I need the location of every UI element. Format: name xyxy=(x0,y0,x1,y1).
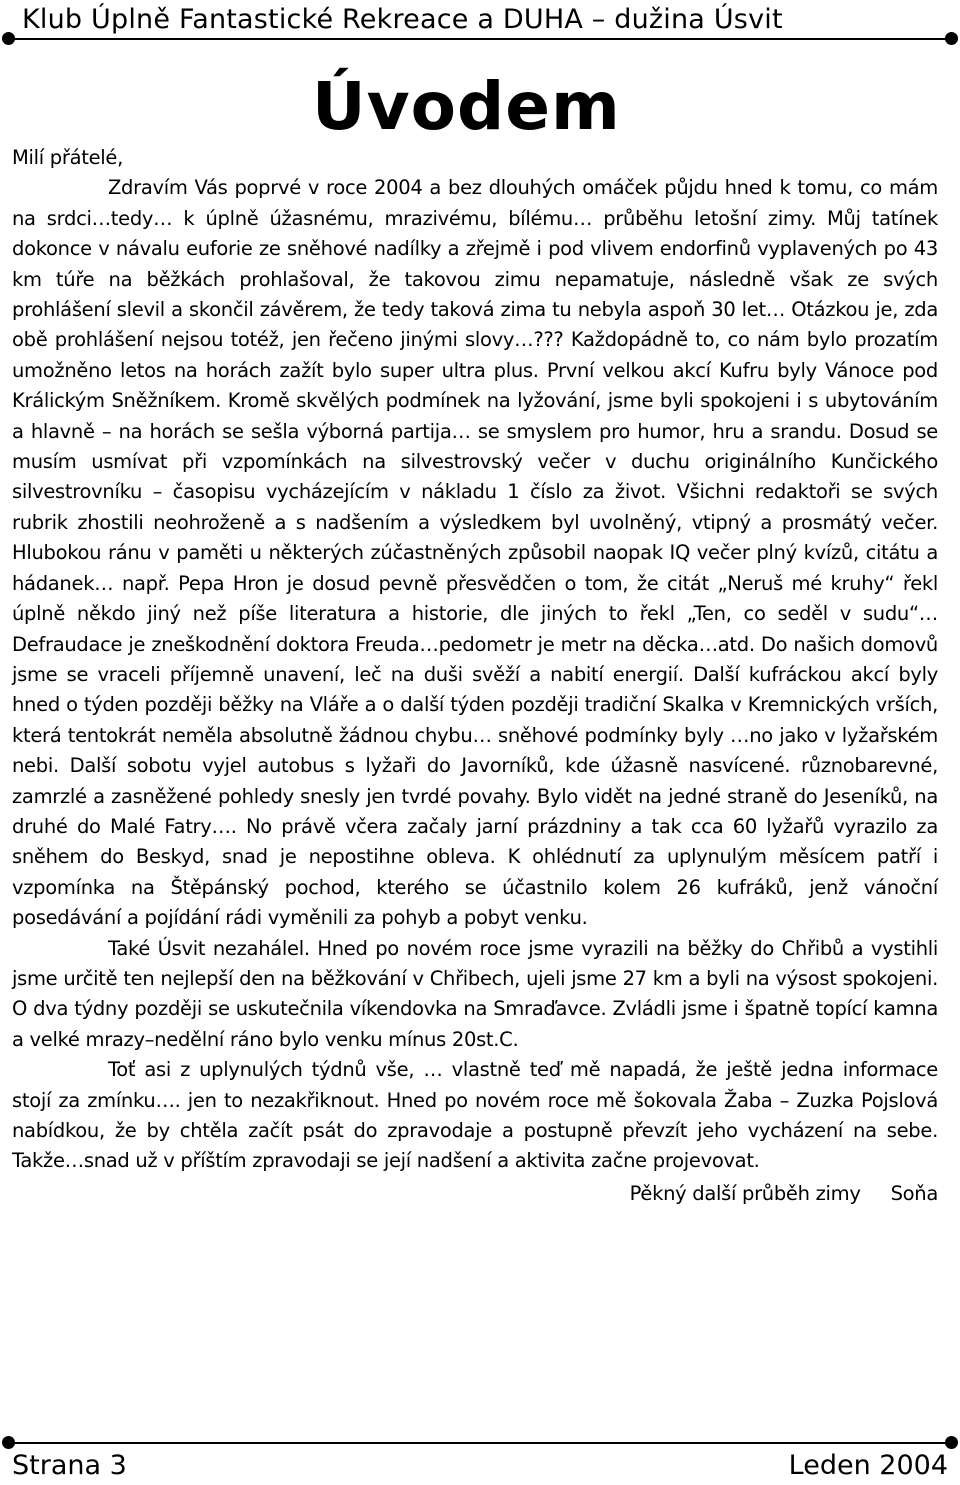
issue-date: Leden 2004 xyxy=(788,1450,948,1481)
header-rule-right-dot xyxy=(945,32,958,45)
author-signature: Soňa xyxy=(890,1181,938,1205)
header-rule xyxy=(8,38,952,40)
article-title: Úvodem xyxy=(312,68,621,145)
article-paragraph: Toť asi z uplynulých týdnů vše, … vlastně teď mě napadá, že ještě jedna informace stojí za zmínku…. jen to nezakřiknout. Hned po novém roce mě šokovala Žaba – Zuzka Pojslová nabídkou, že by chtěla začít psát do zpravodaje a postupně převzít jeho vycházení na sebe. Takže…snad už v příštím zpravodaji se její nadšení a aktivita začne projevovat. xyxy=(12,1058,938,1173)
closing-wish: Pěkný další průběh zimy xyxy=(629,1181,861,1205)
article-paragraph: Zdravím Vás poprvé v roce 2004 a bez dlouhých omáček půjdu hned k tomu, co mám na srdci…tedy… k úplně úžasnému, mrazivému, bílému… průběhu letošní zimy. Můj tatínek dokonce v návalu euforie ze sněhové nadílky a zřejmě i pod vlivem endorfinů vyplavených po 43 km túře na běžkách prohlašoval, že takovou zimu nepamatuje, následně však ze svých prohlášení slevil a skončil závěrem, že tedy taková zima tu nebyla aspoň 30 let… Otázkou je, zda obě prohlášení nejsou totéž, jen řečeno jinými slovy…??? Každopádně to, co nám bylo prozatím umožněno letos na horách zažít bylo super ultra plus. První velkou akcí Kufru byly Vánoce pod Králickým Sněžníkem. Kromě skvělých podmínek na lyžování, jsme byli spokojeni i s ubytováním a hlavně – na horách se sešla výborná partija… se smyslem pro humor, hru a srandu. Dosud se musím usmívat při vzpomínkách na silvestrovský večer v duchu originálního Kunčického silvestrovníku – časopisu vycházejícím v nákladu 1 číslo za život. Všichni redaktoři se svých rubrik zhostili neohroženě a s nadšením a výsledkem byl uvolněný, vtipný a prosmátý večer. Hlubokou ránu v paměti u některých zúčastněných způsobil naopak IQ večer plný kvízů, citátu a hádanek… např. Pepa Hron je dosud pevně přesvědčen o tom, že citát „Neruš mé kruhy“ řekl úplně někdo jiný než píše literatura a historie, dle jiných to řekl „Ten, co seděl v sudu“… Defraudace je zneškodnění doktora Freuda…pedometr je metr na děcka…atd. Do našich domovů jsme se vraceli příjemně unavení, leč na duši svěží a nabití energií. Další kufráckou akcí byly hned o týden později běžky na Vláře a o další týden později tradiční Skalka v Kremnických vrších, která tentokrát neměla absolutně žádnou chybu… sněhové podmínky byly …no jako v lyžařském nebi. Další sobotu vyjel autobus s lyžaři do Javorníků, kde úžasně nasvícené. různobarevné, zamrzlé a zasněžené pohledy snesly jen tvrdé povahy. Bylo vidět na jedné straně do Jeseníků, na druhé do Malé Fatry…. No právě včera začaly jarní prázdniny a tak cca 60 lyžařů vyrazilo za sněhem do Beskyd, snad je nepostihne obleva. K ohlédnutí za uplynulým měsícem patří i vzpomínka na Štěpánský pochod, kterého se účastnilo kolem 26 kufráků, jenž vánoční posedávání a pojídání rádi vyměnili za pohyb a pobyt venku. xyxy=(12,176,938,930)
article-body xyxy=(12,143,938,1209)
article-signoff xyxy=(12,1179,938,1209)
header-rule-left-dot xyxy=(2,32,15,45)
article-greeting: Milí přátelé, xyxy=(12,146,123,169)
article-paragraph: Také Úsvit nezahálel. Hned po novém roce jsme vyrazili na běžky do Chřibů a vystihli jsme určitě ten nejlepší den na běžkování v Chřibech, ujeli jsme 27 km a byli na výsost spokojeni. O dva týdny později se uskutečnila víkendovka na Smraďavce. Zvládli jsme i špatně topící kamna a velké mrazy–nedělní ráno bylo venku mínus 20st.C. xyxy=(12,936,938,1051)
newsletter-title: Klub Úplně Fantastické Rekreace a DUHA – dužina Úsvit xyxy=(22,4,783,35)
page-number: Strana 3 xyxy=(12,1450,127,1481)
footer-rule xyxy=(8,1442,952,1444)
